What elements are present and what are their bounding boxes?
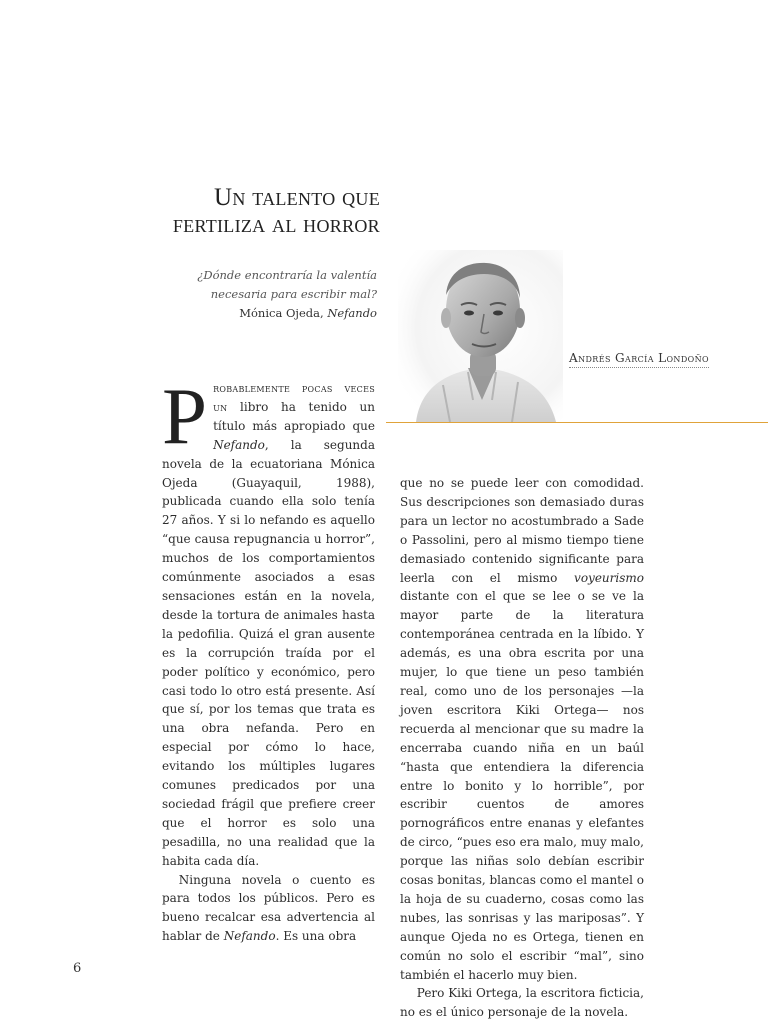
- drop-cap: P: [162, 371, 208, 461]
- paragraph-1: [162, 371, 375, 871]
- book-title: Nefando: [223, 929, 276, 944]
- paragraph-2: [400, 474, 644, 984]
- article-title: [40, 184, 380, 238]
- epigraph-author: Mónica Ojeda,: [239, 306, 328, 320]
- paragraph-2-text-e: distante con el que se lee o se ve la mayor parte de la literatura contemporánea centrada en la líbido. Y además, es una obra escrita por una mujer, lo que tiene un peso también real, como uno de los personajes —la joven escritora Kiki Ortega— nos recuerda al mencionar que su madre la encerraba cuando niña en un baúl “hasta que entendiera la diferencia entre lo bonito y lo horrible”, por escribir cuentos de amores pornográficos entre enanas y elefantes de circo, “pues eso era malo, muy malo, porque las niñas solo debían escribir cosas bonitas, blancas como el mantel o la hoja de su cuaderno, cosas como las nubes, las sonrisas y las mariposas”. Y aunque Ojeda no es Ortega, tienen en común no solo el escribir “mal”, sino también el hacerlo muy bien.: [400, 589, 644, 982]
- page-number: 6: [73, 961, 82, 976]
- author-portrait: [398, 250, 563, 422]
- paragraph-2-text-c: . Es una obra: [275, 929, 357, 944]
- paragraph-2: [162, 871, 375, 947]
- emphasis-term: voyeurismo: [574, 570, 644, 585]
- byline: Andrés García Londoño: [569, 351, 709, 368]
- epigraph-source: [77, 304, 377, 323]
- paragraph-1-text-a: libro ha tenido un título más apropiado que: [213, 399, 375, 433]
- accent-divider: [386, 422, 768, 423]
- paragraph-1-text-c: , la segunda novela de la ecuatoriana Mónica Ojeda (Guayaquil, 1988), publicada cuando ella solo tenía 27 años. Y si lo nefando es aquello “que causa repugnancia u horror”, muchos de los comportamientos comúnmente asociados a esas sensaciones están en la novela, desde la tortura de animales hasta la pedofilia. Quizá el gran ausente es la corrupción traída por el poder político y económico, pero casi todo lo otro está presente. Así que sí, por los temas que trata es una obra nefanda. Pero en especial por cómo lo hace, evitando los múltiples lugares comunes predicados por una sociedad frágil que prefiere creer que el horror es solo una pesadilla, no una realidad que la habita cada día.: [162, 437, 375, 868]
- paragraph-2-text-c: que no se puede leer con comodidad. Sus descripciones son demasiado duras para un lector no acostumbrado a Sade o Passolini, pero al mismo tiempo tiene demasiado contenido significante para leerla con el mismo: [400, 476, 644, 585]
- lead-in: robablemente pocas veces un: [213, 381, 375, 414]
- book-title: Nefando: [213, 437, 265, 452]
- epigraph-work: Nefando: [327, 306, 377, 320]
- title-line-2: fertiliza al horror: [172, 211, 380, 238]
- epigraph-line-2: necesaria para escribir mal?: [210, 287, 377, 301]
- paragraph-3: Pero Kiki Ortega, la escritora ficticia, no es el único personaje de la novela.: [400, 986, 644, 1020]
- paragraph-2-text-a: Ninguna novela o cuento es para todos los públicos. Pero es bueno recalcar esa advertencia al hablar de: [162, 872, 375, 944]
- title-line-1: Un talento que: [214, 184, 380, 211]
- epigraph: [77, 266, 377, 323]
- text-column-2: [400, 474, 644, 1022]
- text-column-1: [162, 371, 375, 946]
- epigraph-line-1: ¿Dónde encontraría la valentía: [197, 268, 377, 282]
